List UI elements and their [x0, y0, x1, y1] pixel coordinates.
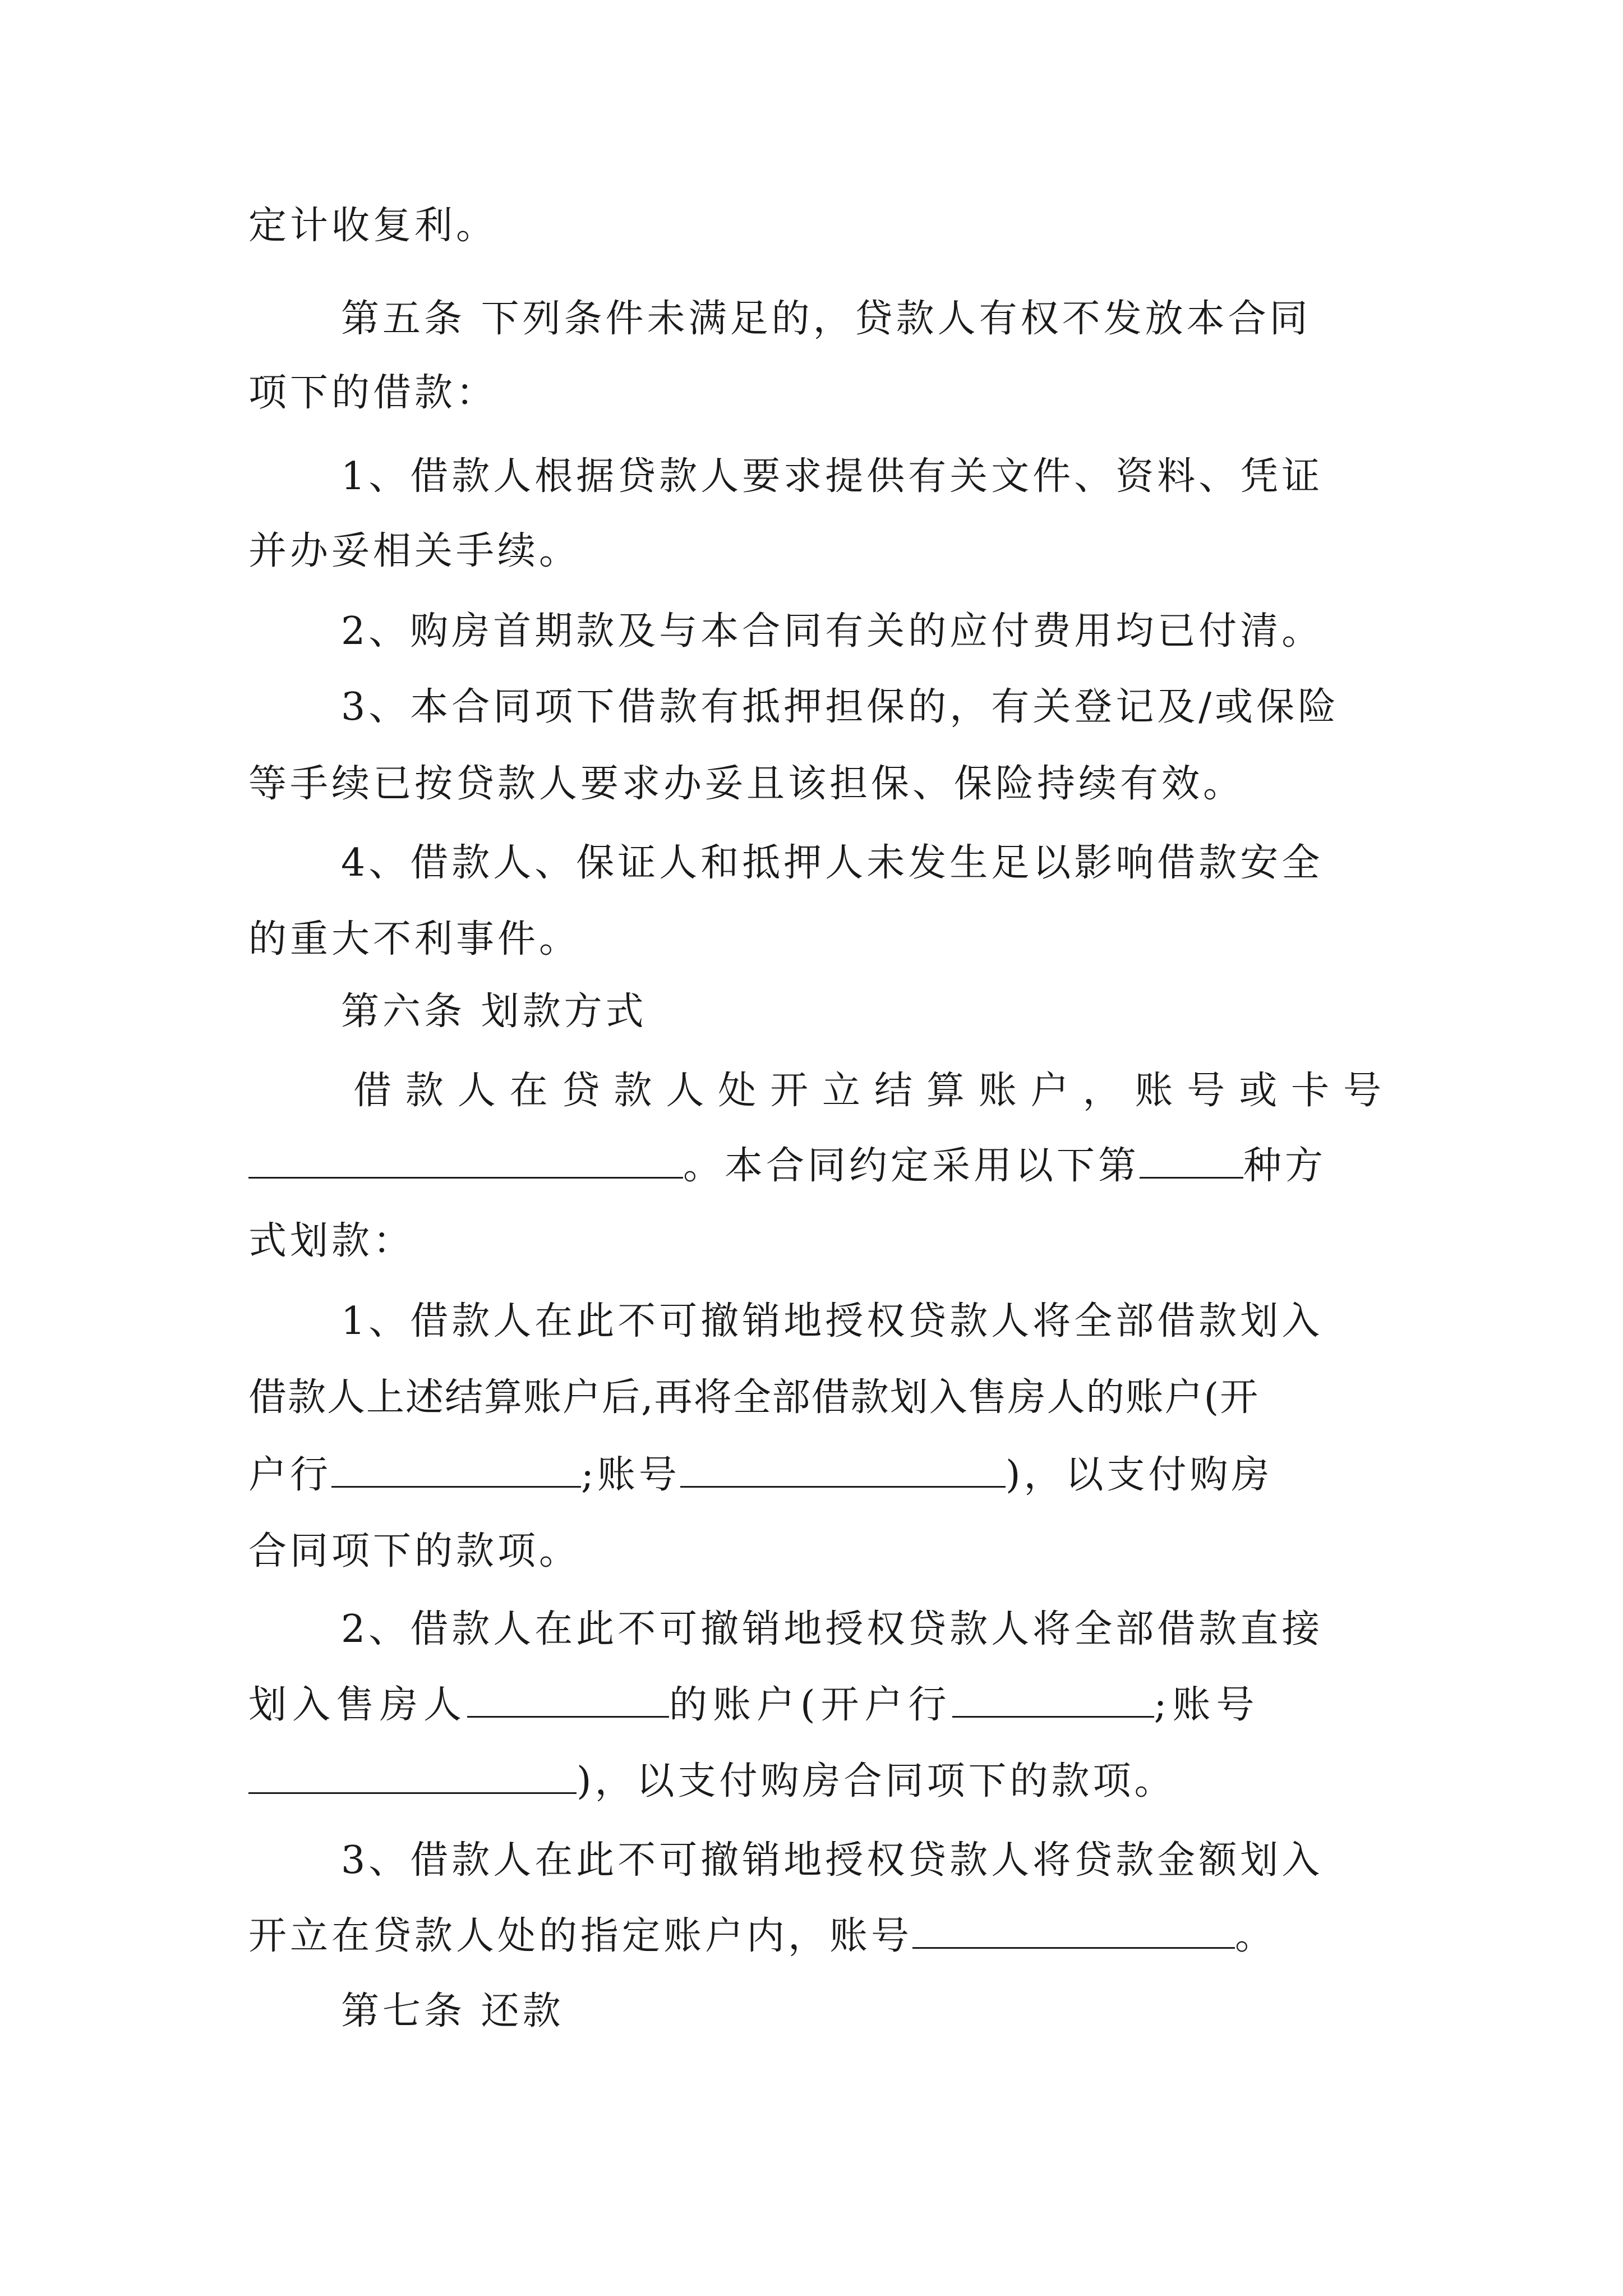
- paragraph-line: [248, 1906, 1381, 1967]
- method-item-2: 2、借款人在此不可撤销地授权贷款人将全部借款直接: [341, 1607, 1324, 1651]
- paragraph-line: 项下的借款：: [248, 371, 498, 415]
- article-6-heading: 第六条 划款方式: [341, 990, 647, 1034]
- paragraph-line: 并办妥相关手续。: [248, 529, 581, 573]
- list-item-4: 4、借款人、保证人和抵押人未发生足以影响借款安全: [341, 841, 1324, 885]
- text-segment: 划入售房人: [248, 1683, 468, 1727]
- text-segment: )，以支付购房: [1005, 1453, 1273, 1497]
- text-segment: 的账户(开户行: [669, 1683, 952, 1727]
- text-segment: )，以支付购房合同项下的款项。: [577, 1759, 1176, 1803]
- method-item-3: 3、借款人在此不可撤销地授权贷款人将贷款金额划入: [341, 1838, 1324, 1883]
- account-blank[interactable]: [248, 1755, 577, 1794]
- paragraph-line: [248, 1135, 1381, 1197]
- text-segment: ;账号: [581, 1453, 680, 1497]
- text-segment: 。本合同约定采用以下第: [683, 1144, 1140, 1188]
- bank-blank[interactable]: [331, 1449, 581, 1488]
- account-blank[interactable]: [912, 1910, 1235, 1949]
- paragraph-line: 定计收复利。: [248, 204, 498, 248]
- article-5-heading: 第五条 下列条件未满足的，贷款人有权不发放本合同: [341, 297, 1311, 341]
- bank-blank[interactable]: [952, 1679, 1154, 1718]
- paragraph-line: 借款人在贷款人处开立结算账户，账号或卡号: [353, 1069, 1381, 1113]
- list-item-3: 3、本合同项下借款有抵押担保的，有关登记及/或保险: [341, 685, 1340, 729]
- paragraph-line: 合同项下的款项。: [248, 1529, 581, 1573]
- account-number-blank[interactable]: [248, 1140, 683, 1179]
- text-segment: 户行: [248, 1453, 332, 1497]
- paragraph-line: 的重大不利事件。: [248, 917, 581, 961]
- paragraph-line: 式划款：: [248, 1219, 415, 1263]
- text-segment: 。: [1235, 1914, 1277, 1958]
- text-segment: 开立在贷款人处的指定账户内，账号: [248, 1914, 913, 1958]
- paragraph-line: [248, 1751, 1381, 1812]
- text-segment: 种方: [1243, 1144, 1327, 1188]
- article-7-heading: 第七条 还款: [341, 1989, 564, 2033]
- method-number-blank[interactable]: [1140, 1140, 1243, 1179]
- paragraph-line: [248, 1444, 1381, 1506]
- seller-blank[interactable]: [467, 1679, 669, 1718]
- paragraph-line: [248, 1674, 1381, 1736]
- list-item-1: 1、借款人根据贷款人要求提供有关文件、资料、凭证: [341, 454, 1324, 499]
- method-item-1: 1、借款人在此不可撤销地授权贷款人将全部借款划入: [341, 1299, 1324, 1343]
- list-item-2: 2、购房首期款及与本合同有关的应付费用均已付清。: [341, 609, 1324, 654]
- paragraph-line: 借款人上述结算账户后,再将全部借款划入售房人的账户(开: [248, 1375, 1260, 1420]
- text-segment: ;账号: [1154, 1683, 1260, 1727]
- account-blank[interactable]: [680, 1449, 1006, 1488]
- paragraph-line: 等手续已按贷款人要求办妥且该担保、保险持续有效。: [248, 762, 1245, 806]
